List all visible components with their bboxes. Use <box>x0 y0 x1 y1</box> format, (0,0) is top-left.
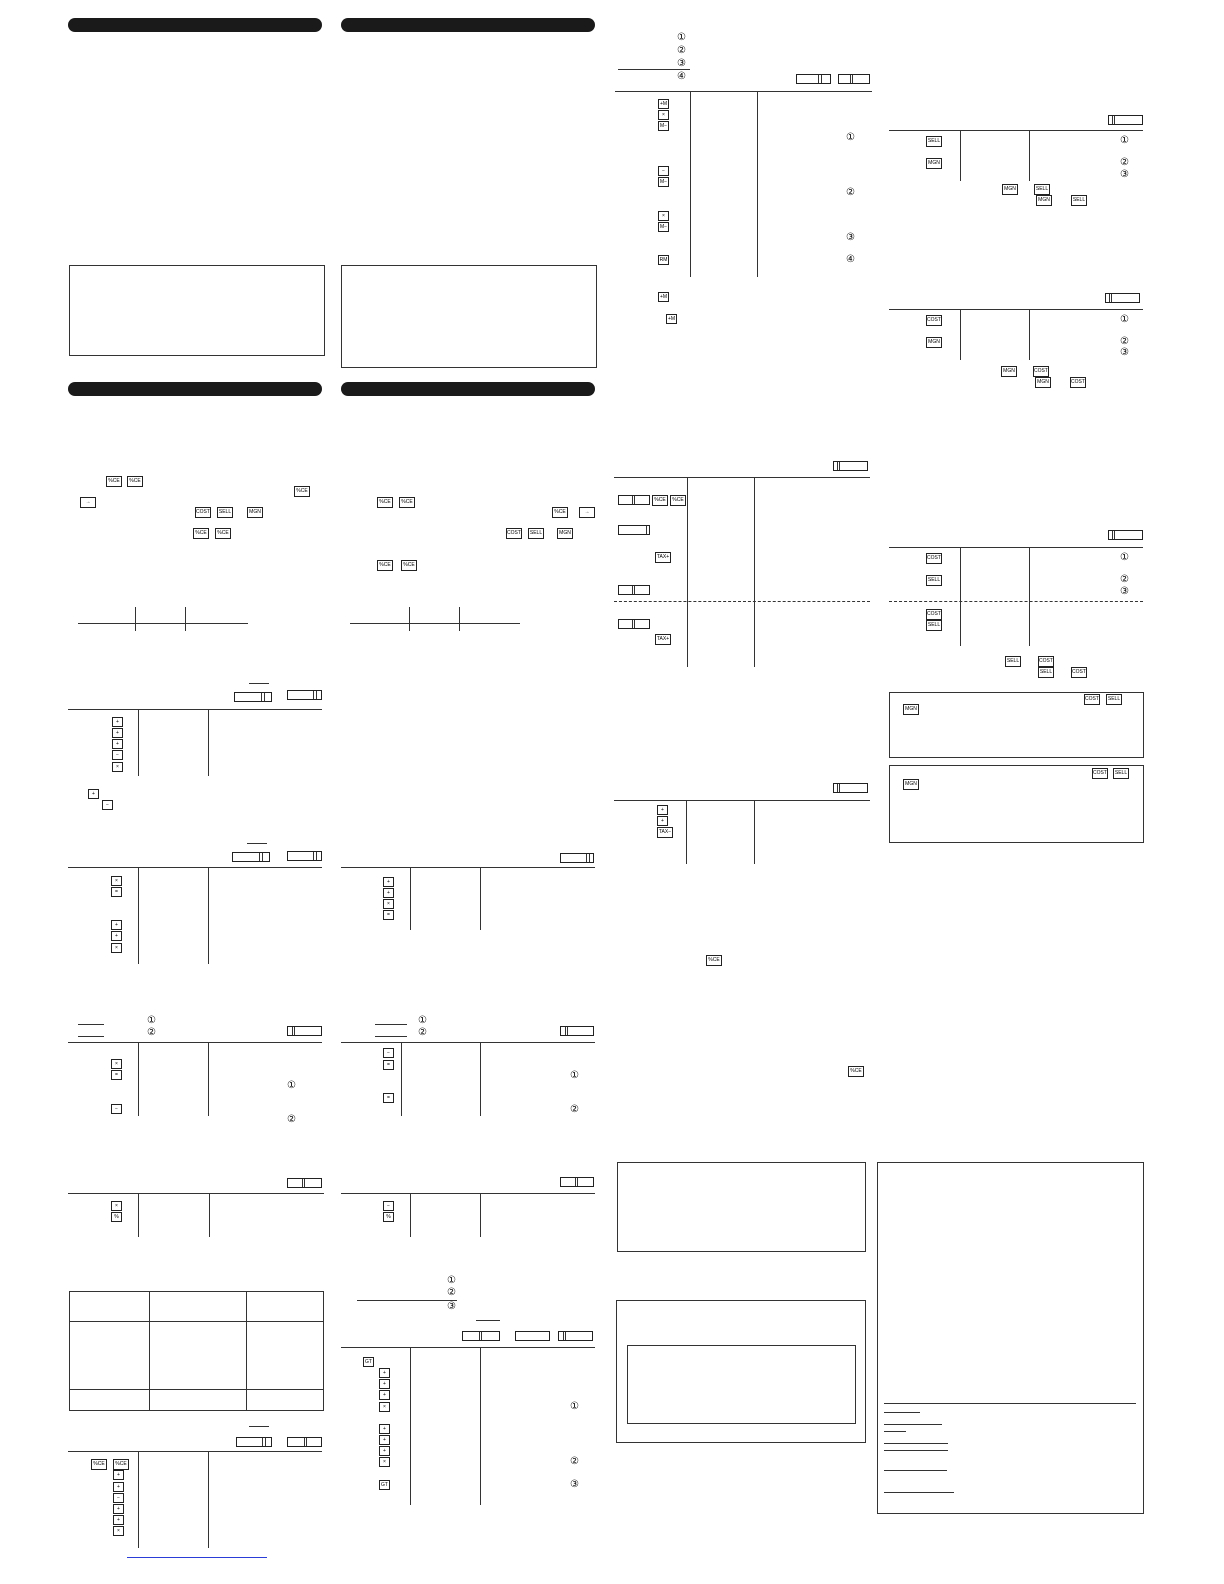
mgn-key: MGN <box>926 337 942 348</box>
ce-key: %CE <box>848 1066 864 1077</box>
note-box-2 <box>341 265 597 368</box>
ce-key: %CE <box>377 497 393 508</box>
switch-scale <box>247 843 267 844</box>
switch-diagram <box>232 852 270 862</box>
plus-key: + <box>112 739 123 749</box>
marker-3: ③ <box>846 232 855 243</box>
fraction-rule <box>357 1300 457 1301</box>
fraction-rule <box>375 1024 407 1025</box>
marker-3: ③ <box>1120 586 1129 597</box>
marker-3: ③ <box>1120 347 1129 358</box>
table-divider <box>410 867 411 930</box>
table-divider <box>459 607 460 631</box>
sell-key: SELL <box>1034 184 1050 195</box>
marker-1: ① <box>447 1275 456 1286</box>
table-divider <box>409 607 410 631</box>
fraction-rule <box>78 1036 104 1037</box>
table-rule <box>614 477 870 478</box>
sell-key: SELL <box>1106 694 1122 705</box>
plus-key: + <box>88 789 99 799</box>
table-divider <box>138 709 139 776</box>
signature-rule <box>884 1412 920 1413</box>
table-divider <box>480 1347 481 1505</box>
gt-key: GT <box>379 1480 390 1490</box>
ce-key: %CE <box>215 528 231 539</box>
switch-diagram <box>462 1331 500 1341</box>
table-divider <box>208 1451 209 1548</box>
switch-diagram <box>838 74 870 84</box>
table-rule <box>68 1451 322 1452</box>
sell-key: SELL <box>926 575 942 586</box>
fraction-rule <box>618 69 690 70</box>
cost-key: COST <box>1084 694 1100 705</box>
table-divider <box>960 130 961 181</box>
table-rule <box>341 1193 595 1194</box>
table-rule <box>69 1321 323 1322</box>
marker-2: ② <box>677 45 686 56</box>
table-divider <box>149 1291 150 1410</box>
minus-key: − <box>383 1048 394 1058</box>
table-divider <box>1029 547 1030 646</box>
equals-key: = <box>111 887 122 897</box>
table-rule <box>68 1042 322 1043</box>
equals-key: = <box>383 1060 394 1070</box>
signature-rule <box>884 1443 948 1444</box>
marker-3: ③ <box>570 1479 579 1490</box>
table-rule <box>341 867 595 868</box>
switch-diagram <box>618 495 650 505</box>
ce-key: %CE <box>193 528 209 539</box>
switch-diagram <box>287 690 322 700</box>
plus-key: + <box>379 1446 390 1456</box>
cost-key: COST <box>926 315 942 326</box>
arrow-key: → <box>579 507 595 518</box>
times-key: × <box>658 211 669 221</box>
signature-rule <box>884 1431 906 1432</box>
ce-key: %CE <box>399 497 415 508</box>
signature-rule <box>884 1403 1136 1404</box>
table-rule <box>69 1389 323 1390</box>
table-divider <box>208 867 209 964</box>
switch-diagram <box>1108 530 1143 540</box>
marker-1: ① <box>570 1401 579 1412</box>
table-divider <box>208 1042 209 1116</box>
table-divider <box>754 800 755 864</box>
marker-1: ① <box>846 132 855 143</box>
table-divider <box>1029 130 1030 181</box>
table-divider <box>1029 309 1030 360</box>
table-rule <box>68 709 322 710</box>
cost-key: COST <box>506 528 522 539</box>
table-divider <box>401 1042 402 1116</box>
table-divider <box>757 91 758 277</box>
plus-key: + <box>113 1482 124 1492</box>
note-box-4-inner <box>627 1345 856 1424</box>
table-divider <box>480 1042 481 1116</box>
fraction-rule <box>78 1024 104 1025</box>
table-rule <box>350 623 520 624</box>
cost-key: COST <box>1070 377 1086 388</box>
ce-key: %CE <box>91 1459 107 1470</box>
switch-diagram <box>236 1437 272 1447</box>
mgn-key: MGN <box>1035 377 1051 388</box>
times-key: × <box>111 1201 122 1211</box>
ce-key: %CE <box>113 1459 129 1470</box>
marker-3: ③ <box>677 58 686 69</box>
marker-1: ① <box>1120 314 1129 325</box>
plus-key: + <box>113 1504 124 1514</box>
table-divider <box>410 1347 411 1505</box>
times-key: × <box>111 876 122 886</box>
ce-key: %CE <box>652 495 668 506</box>
table-divider <box>690 91 691 277</box>
signature-rule <box>884 1470 947 1471</box>
plus-key: + <box>379 1368 390 1378</box>
table-rule <box>341 1347 595 1348</box>
times-key: × <box>379 1457 390 1467</box>
switch-diagram <box>833 461 868 471</box>
table-rule <box>68 1193 324 1194</box>
memory-minus-key: M− <box>659 123 668 129</box>
marker-1: ① <box>418 1015 427 1026</box>
table-divider <box>480 867 481 930</box>
cost-key: COST <box>1092 768 1108 779</box>
minus-key: − <box>113 1493 124 1503</box>
switch-diagram <box>558 1331 593 1341</box>
table-divider <box>138 1042 139 1116</box>
mgn-key: MGN <box>1036 195 1052 206</box>
cost-key: COST <box>1071 667 1087 678</box>
table-divider <box>138 1193 139 1237</box>
times-key: × <box>111 943 122 953</box>
table-divider <box>480 1193 481 1237</box>
marker-1: ① <box>147 1015 156 1026</box>
sell-key: SELL <box>528 528 544 539</box>
marker-4: ④ <box>846 254 855 265</box>
ce-key: %CE <box>377 560 393 571</box>
marker-2: ② <box>1120 336 1129 347</box>
switch-diagram <box>560 1177 594 1187</box>
plus-key: + <box>113 1515 124 1525</box>
tax-plus-key: TAX+ <box>655 552 671 563</box>
marker-2: ② <box>447 1287 456 1298</box>
switch-diagram <box>1105 293 1140 303</box>
table-rule <box>889 309 1143 310</box>
sell-key: SELL <box>1113 768 1129 779</box>
plus-key: + <box>112 717 123 727</box>
marker-1: ① <box>1120 135 1129 146</box>
switch-diagram <box>618 619 650 629</box>
memory-minus-key: M− <box>659 179 668 185</box>
mgn-key: MGN <box>1002 184 1018 195</box>
plus-key: + <box>111 931 122 941</box>
ce-key: %CE <box>106 476 122 487</box>
marker-2: ② <box>1120 157 1129 168</box>
section-header-3 <box>68 382 322 396</box>
table-divider <box>960 309 961 360</box>
tax-plus-key: TAX+ <box>655 634 671 645</box>
cost-key: COST <box>1033 366 1049 377</box>
switch-diagram <box>287 1178 322 1188</box>
mgn-key: MGN <box>903 779 919 790</box>
cost-key: COST <box>926 553 942 564</box>
sell-key: SELL <box>1071 195 1087 206</box>
table-rule <box>341 1042 595 1043</box>
reference-table <box>69 1291 324 1411</box>
cost-key: COST <box>195 507 211 518</box>
memory-plus-key: +M <box>667 316 676 322</box>
marker-1: ① <box>287 1080 296 1091</box>
table-rule <box>889 130 1143 131</box>
memory-plus-key: +M <box>659 294 668 300</box>
dashed-separator <box>614 601 870 602</box>
memory-recall-key: RM <box>659 257 668 263</box>
signature-rule <box>884 1424 942 1425</box>
switch-diagram <box>796 74 831 84</box>
memory-minus-key: M− <box>659 224 668 230</box>
gt-key: GT <box>363 1357 374 1367</box>
times-key: × <box>658 110 669 120</box>
equals-key: = <box>111 1070 122 1080</box>
plus-key: + <box>379 1424 390 1434</box>
table-divider <box>138 867 139 964</box>
plus-key: + <box>379 1390 390 1400</box>
minus-key: − <box>112 750 123 760</box>
switch-diagram <box>287 851 322 861</box>
marker-3: ③ <box>1120 169 1129 180</box>
table-divider <box>135 607 136 631</box>
table-rule <box>889 547 1143 548</box>
equals-key: = <box>383 910 394 920</box>
plus-key: + <box>379 1435 390 1445</box>
section-header-1 <box>68 18 322 32</box>
marker-2: ② <box>147 1027 156 1038</box>
marker-2: ② <box>1120 574 1129 585</box>
arrow-key: → <box>80 497 96 508</box>
times-key: × <box>383 899 394 909</box>
fraction-rule <box>375 1036 407 1037</box>
memory-plus-key: +M <box>659 101 668 107</box>
switch-diagram <box>560 853 594 863</box>
marker-1: ① <box>570 1070 579 1081</box>
ce-key: %CE <box>401 560 417 571</box>
sell-key: SELL <box>1038 667 1054 678</box>
ce-key: %CE <box>706 955 722 966</box>
signature-rule <box>884 1492 954 1493</box>
switch-diagram <box>287 1026 322 1036</box>
dashed-separator <box>889 601 1143 602</box>
sell-key: SELL <box>1005 656 1021 667</box>
table-divider <box>687 477 688 667</box>
plus-key: + <box>657 805 668 815</box>
table-divider <box>209 1193 210 1237</box>
hyperlink-underline[interactable] <box>127 1557 267 1558</box>
switch-diagram <box>833 783 868 793</box>
marker-1: ① <box>677 32 686 43</box>
table-divider <box>138 1451 139 1548</box>
marker-2: ② <box>418 1027 427 1038</box>
section-header-4 <box>341 382 595 396</box>
switch-scale <box>249 683 269 684</box>
note-box-1 <box>69 265 325 356</box>
table-divider <box>960 547 961 646</box>
sell-key: SELL <box>926 136 942 147</box>
switch-diagram <box>618 585 650 595</box>
table-rule <box>78 623 248 624</box>
times-key: × <box>111 1059 122 1069</box>
times-key: × <box>379 1402 390 1412</box>
marker-4: ④ <box>677 71 686 82</box>
cost-key: COST <box>1038 656 1054 667</box>
marker-2: ② <box>570 1104 579 1115</box>
table-divider <box>185 607 186 631</box>
plus-key: + <box>383 888 394 898</box>
times-key: × <box>113 1526 124 1536</box>
marker-3: ③ <box>447 1301 456 1312</box>
note-box-7 <box>877 1162 1144 1514</box>
minus-key: − <box>102 800 113 810</box>
times-key: × <box>112 762 123 772</box>
ce-key: %CE <box>552 507 568 518</box>
section-header-2 <box>341 18 595 32</box>
mgn-key: MGN <box>247 507 263 518</box>
plus-key: + <box>383 877 394 887</box>
switch-diagram <box>287 1437 322 1447</box>
switch-diagram <box>1108 115 1143 125</box>
ce-key: %CE <box>127 476 143 487</box>
switch-scale <box>249 1426 269 1427</box>
marker-2: ② <box>570 1456 579 1467</box>
mgn-key: MGN <box>557 528 573 539</box>
switch-diagram <box>234 692 272 702</box>
plus-key: + <box>112 728 123 738</box>
minus-key: − <box>658 166 669 176</box>
equals-key: = <box>383 1093 394 1103</box>
table-divider <box>246 1291 247 1410</box>
switch-diagram <box>618 525 650 535</box>
marker-2: ② <box>846 187 855 198</box>
marker-2: ② <box>287 1114 296 1125</box>
mgn-key: MGN <box>903 704 919 715</box>
cost-key: COST <box>926 609 942 620</box>
plus-key: + <box>113 1470 124 1480</box>
minus-key: − <box>383 1201 394 1211</box>
marker-1: ① <box>1120 552 1129 563</box>
tax-minus-key: TAX− <box>657 827 673 838</box>
ce-key: %CE <box>670 495 686 506</box>
percent-key: % <box>111 1212 122 1222</box>
table-rule <box>615 91 872 92</box>
table-divider <box>686 800 687 864</box>
plus-key: + <box>111 920 122 930</box>
signature-rule <box>884 1450 948 1451</box>
mgn-key: MGN <box>1001 366 1017 377</box>
table-divider <box>754 477 755 667</box>
table-divider <box>208 709 209 776</box>
switch-scale <box>476 1320 500 1321</box>
switch-diagram <box>560 1026 594 1036</box>
switch-diagram <box>515 1331 550 1341</box>
table-divider <box>410 1193 411 1237</box>
sell-key: SELL <box>926 620 942 631</box>
percent-key: % <box>383 1212 394 1222</box>
note-box-3 <box>617 1162 866 1252</box>
table-rule <box>68 867 322 868</box>
sell-key: SELL <box>217 507 233 518</box>
plus-key: + <box>657 816 668 826</box>
plus-key: + <box>379 1379 390 1389</box>
ce-key: %CE <box>294 486 310 497</box>
minus-key: − <box>111 1104 122 1114</box>
mgn-key: MGN <box>926 158 942 169</box>
table-rule <box>614 800 870 801</box>
